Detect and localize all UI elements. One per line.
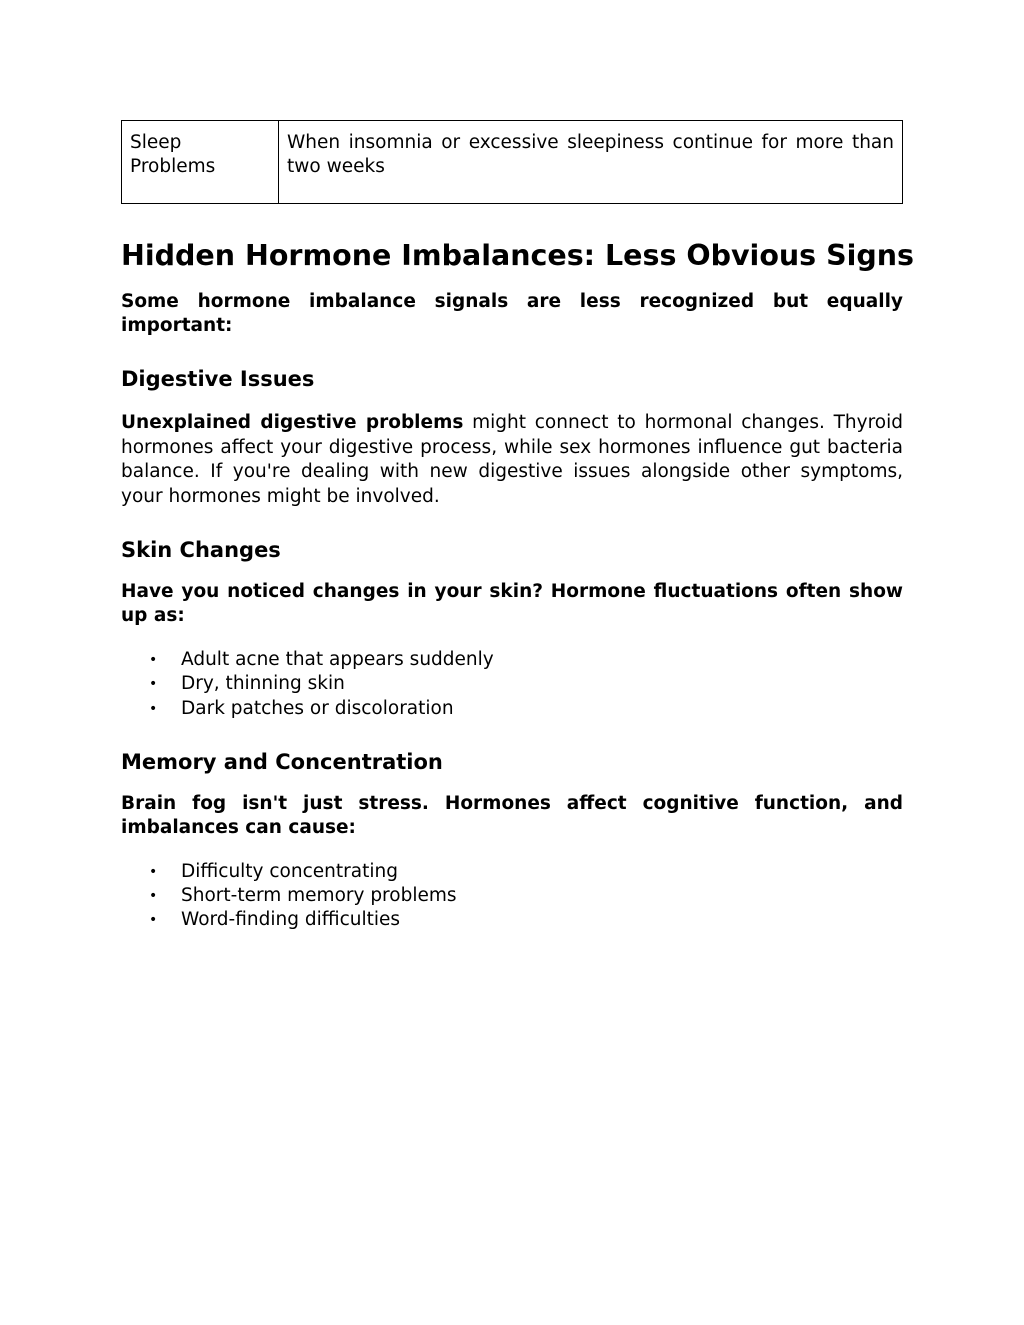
table-cell-when: When insomnia or excessive sleepiness continue for more than two weeks (279, 121, 903, 204)
section-intro: Some hormone imbalance signals are less recognized but equally important: (121, 291, 903, 336)
list-item-text: Difficulty concentrating (181, 860, 398, 882)
document-page (121, 120, 915, 933)
list-item-text: Short-term memory problems (181, 885, 457, 907)
list-item (149, 648, 903, 672)
symptom-table (121, 120, 903, 204)
memory-intro: Brain fog isn't just stress. Hormones affect cognitive function, and imbalances can cause: (121, 792, 903, 838)
list-item (149, 697, 903, 721)
bullet-icon: • (149, 700, 158, 717)
skin-list (121, 648, 903, 721)
bullet-icon: • (149, 652, 158, 668)
memory-heading: Memory and Concentration (121, 749, 443, 774)
list-item-text: Dry, thinning skin (181, 673, 345, 695)
table-row (122, 121, 903, 204)
bullet-icon: • (149, 863, 158, 880)
list-item-text: Adult acne that appears suddenly (181, 649, 494, 670)
digestive-heading: Digestive Issues (121, 367, 315, 391)
list-item-text: Dark patches or discoloration (181, 697, 454, 719)
list-item (149, 860, 903, 884)
bullet-icon: • (149, 888, 158, 905)
list-item (149, 884, 903, 908)
list-item (149, 672, 903, 696)
bullet-icon: • (149, 912, 158, 929)
list-item-text: Word-finding difficulties (181, 909, 401, 931)
digestive-lead-bold: Unexplained digestive problems (121, 412, 464, 433)
list-item (149, 908, 903, 932)
bullet-icon: • (149, 676, 158, 693)
digestive-body-text: might connect to hormonal changes. Thyroid hormones affect your digestive process, while sex hormones influence gut bacteria balance. If you're dealing with new digestive issues alongside other symptoms, your hormones might be involved. (121, 412, 903, 507)
skin-intro: Have you noticed changes in your skin? Hormone fluctuations often show up as: (121, 581, 903, 626)
section-title: Hidden Hormone Imbalances: Less Obvious Signs (121, 239, 915, 272)
memory-list (121, 860, 903, 933)
digestive-paragraph (121, 411, 903, 509)
table-cell-symptom: Sleep Problems (122, 121, 279, 204)
skin-heading: Skin Changes (121, 538, 281, 562)
